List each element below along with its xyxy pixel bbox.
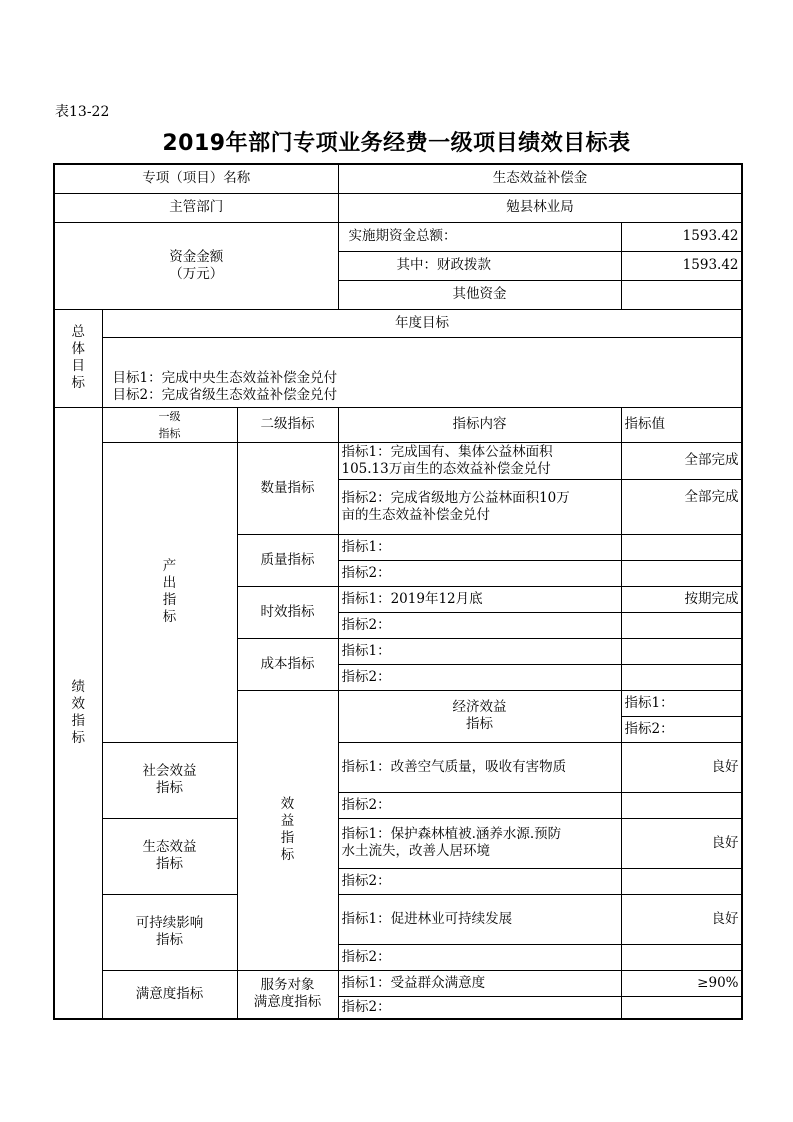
sustainability-value-2 <box>621 944 742 970</box>
satisfaction-value-2 <box>621 996 742 1019</box>
level2-line: 服务对象 <box>260 977 315 994</box>
quantity-value-2: 全部完成 <box>621 479 742 534</box>
quality-value-1 <box>621 534 742 560</box>
sustainability-content-2: 指标2： <box>338 944 621 970</box>
level2-line: 经济效益 <box>452 699 507 715</box>
content-line: 105.13万亩生的态效益补偿金兑付 <box>341 460 551 477</box>
content-line: 指标1：完成国有、集体公益林面积 <box>341 443 553 460</box>
cost-indicator: 成本指标 <box>237 638 338 690</box>
col-level2-header: 二级指标 <box>237 407 338 442</box>
economic-content-1: 指标1： <box>621 690 742 716</box>
economic-content-2: 指标2： <box>621 716 742 742</box>
level2-line: 社会效益 <box>142 763 197 779</box>
satisfaction-indicator-label: 满意度指标 <box>102 970 237 1019</box>
satisfaction-value-1: ≥90% <box>621 970 742 996</box>
level2-line: 指标 <box>156 932 183 948</box>
quantity-value-1: 全部完成 <box>621 442 742 479</box>
project-name-label: 专项（项目）名称 <box>54 164 338 193</box>
social-value-1: 良好 <box>621 742 742 792</box>
overall-goal-side-char: 体 <box>71 341 85 357</box>
overall-goal-side-char: 总 <box>71 324 85 340</box>
table-row <box>54 442 742 479</box>
funds-label-line2: （万元） <box>169 265 224 282</box>
timeliness-content-1: 指标1：2019年12月底 <box>338 586 621 612</box>
department-label: 主管部门 <box>54 193 338 222</box>
output-side-char: 出 <box>162 575 177 591</box>
sustainability-content-1: 指标1：促进林业可持续发展 <box>338 894 621 944</box>
goal-1: 目标1：完成中央生态效益补偿金兑付 <box>112 369 338 386</box>
output-side-char: 产 <box>162 558 177 574</box>
sustainability-indicator <box>102 894 237 970</box>
social-benefit-indicator <box>102 742 237 818</box>
year-goal-content-row <box>54 337 742 407</box>
col-level1-line1: 一级 <box>158 409 181 423</box>
year-goal-content <box>102 337 742 407</box>
performance-side-char: 指 <box>71 712 85 729</box>
level2-line: 指标 <box>466 716 493 732</box>
social-content-2: 指标2： <box>338 792 621 818</box>
document-number: 表13-22 <box>55 104 110 120</box>
output-indicator-label <box>102 442 237 742</box>
output-side-char: 标 <box>162 609 177 625</box>
performance-side-char: 绩 <box>71 678 85 695</box>
funds-label <box>54 222 338 309</box>
benefit-side-char: 指 <box>280 830 295 846</box>
social-value-2 <box>621 792 742 818</box>
performance-indicator-side-label <box>54 407 102 1019</box>
col-level1-line2: 指标 <box>158 426 181 440</box>
sustainability-value-1: 良好 <box>621 894 742 944</box>
satisfaction-content-1: 指标1：受益群众满意度 <box>338 970 621 996</box>
ecological-value-1: 良好 <box>621 818 742 868</box>
ecological-value-2 <box>621 868 742 894</box>
table-row <box>54 742 742 792</box>
content-line: 水土流失，改善人居环境 <box>341 843 490 859</box>
content-line: 亩的生态效益补偿金兑付 <box>341 506 490 523</box>
col-content-header: 指标内容 <box>338 407 621 442</box>
level2-line: 满意度指标 <box>253 994 322 1011</box>
level2-line: 可持续影响 <box>135 915 204 931</box>
year-goal-header-row <box>54 309 742 337</box>
overall-goal-side-char: 目 <box>71 358 85 374</box>
level2-line: 生态效益 <box>142 839 197 855</box>
performance-target-table <box>53 163 743 1020</box>
economic-benefit-indicator <box>338 690 621 742</box>
cost-content-1: 指标1： <box>338 638 621 664</box>
indicator-header-row <box>54 407 742 442</box>
col-level1-header <box>102 407 237 442</box>
funds-fiscal-value: 1593.42 <box>621 251 742 280</box>
social-content-1: 指标1：改善空气质量，吸收有害物质 <box>338 742 621 792</box>
funds-label-line1: 资金金额 <box>169 248 224 265</box>
funds-other-value <box>621 280 742 309</box>
quantity-content-1 <box>338 442 621 479</box>
department-row <box>54 193 742 222</box>
quantity-content-2 <box>338 479 621 534</box>
timeliness-indicator: 时效指标 <box>237 586 338 638</box>
satisfaction-content-2: 指标2： <box>338 996 621 1019</box>
quality-value-2 <box>621 560 742 586</box>
funds-other-label: 其他资金 <box>338 280 621 309</box>
project-name-row <box>54 164 742 193</box>
level2-line: 指标 <box>156 856 183 872</box>
content-line: 指标1：保护森林植被.涵养水源.预防 <box>341 826 562 842</box>
page-title: 2019年部门专项业务经费一级项目绩效目标表 <box>162 131 631 156</box>
quality-indicator: 质量指标 <box>237 534 338 586</box>
overall-goal-side-char: 标 <box>71 375 85 391</box>
year-goal-label: 年度目标 <box>102 309 742 337</box>
quantity-indicator: 数量指标 <box>237 442 338 534</box>
funds-total-label: 实施期资金总额： <box>338 222 621 251</box>
funds-fiscal-label: 其中：财政拨款 <box>338 251 621 280</box>
level2-line: 指标 <box>156 780 183 796</box>
table-row <box>54 818 742 868</box>
content-line: 指标2：完成省级地方公益林面积10万 <box>341 489 570 506</box>
benefit-side-char: 益 <box>280 813 295 829</box>
timeliness-value-1: 按期完成 <box>621 586 742 612</box>
cost-value-2 <box>621 664 742 690</box>
ecological-content-1 <box>338 818 621 868</box>
service-satisfaction-indicator <box>237 970 338 1019</box>
performance-side-char: 标 <box>71 729 85 746</box>
ecological-content-2: 指标2： <box>338 868 621 894</box>
table-row <box>54 894 742 944</box>
performance-side-char: 效 <box>71 695 85 712</box>
funds-total-row <box>54 222 742 251</box>
cost-content-2: 指标2： <box>338 664 621 690</box>
department-value: 勉县林业局 <box>338 193 742 222</box>
project-name-value: 生态效益补偿金 <box>338 164 742 193</box>
table-row <box>54 970 742 996</box>
ecological-benefit-indicator <box>102 818 237 894</box>
benefit-side-char: 标 <box>280 847 295 863</box>
col-value-header: 指标值 <box>621 407 742 442</box>
timeliness-value-2 <box>621 612 742 638</box>
benefit-indicator-label <box>237 690 338 970</box>
cost-value-1 <box>621 638 742 664</box>
quality-content-1: 指标1： <box>338 534 621 560</box>
timeliness-content-2: 指标2： <box>338 612 621 638</box>
quality-content-2: 指标2： <box>338 560 621 586</box>
goal-2: 目标2：完成省级生态效益补偿金兑付 <box>112 386 338 403</box>
funds-total-value: 1593.42 <box>621 222 742 251</box>
benefit-side-char: 效 <box>280 796 295 812</box>
output-side-char: 指 <box>162 592 177 608</box>
overall-goal-side-label <box>54 309 102 407</box>
